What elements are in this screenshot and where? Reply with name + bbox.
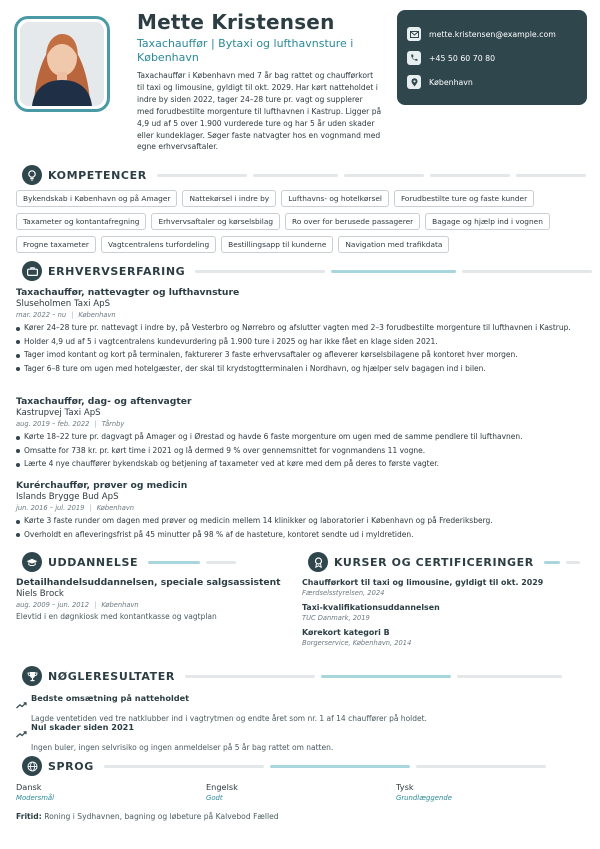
job-bullet: Kørte 3 faste runder om dagen med prøver og medicin mellem 14 klinikker og laboratorier i København og på Frederiksberg.: [16, 515, 590, 527]
language-level: Grundlæggende: [396, 794, 453, 802]
section-divider: [195, 270, 598, 273]
job-bullet: Omsatte for 738 kr. pr. kørt time i 2021 og lå dermed 9 % over gennemsnittet for vognmandens 11 vogne.: [16, 445, 590, 457]
job-dates: mar. 2022 – nu: [16, 311, 67, 319]
language-level: Modersmål: [16, 794, 55, 802]
experience-entry: [16, 396, 590, 472]
experience-entry: [16, 287, 590, 376]
education-entry: [16, 577, 286, 622]
course-entry: [302, 627, 590, 649]
course-meta: Færdselsstyrelsen, 2024: [302, 589, 385, 597]
globe-icon: [22, 756, 42, 776]
skill-chip: Nattekørsel i indre by: [182, 190, 276, 207]
skill-chip: Lufthavns- og hotelkørsel: [281, 190, 389, 207]
section-title: ERHVERVSERFARING: [48, 264, 186, 278]
section-divider: [148, 561, 292, 564]
section-title: SPROG: [48, 759, 94, 773]
languages-list: [16, 782, 586, 804]
education-location: København: [101, 601, 139, 609]
interests-label: Fritid:: [16, 812, 42, 821]
education-degree: Detailhandelsuddannelsen, speciale salgsassistent: [16, 577, 281, 588]
job-bullet: Kørte 18–22 ture pr. dagvagt på Amager og i Ørestad og havde 6 faste morgenture om ugen med de samme pendlere til lufthavnen.: [16, 431, 590, 443]
job-location: København: [78, 311, 116, 319]
phone-icon: [407, 51, 421, 65]
job-meta: aug. 2019 – feb. 2022 | Tårnby: [16, 420, 125, 428]
job-title: Taxachauffør | Bytaxi og lufthavnsture i København: [137, 37, 354, 64]
section-title: KOMPETENCER: [48, 168, 147, 182]
achievement-description: Lagde ventetiden ved tre natklubber ind i vagtrytmen og endte året som nr. 1 af 14 chauffører på holdet.: [31, 714, 427, 723]
education-section-header: [22, 552, 292, 572]
interests: [16, 812, 279, 821]
course-meta: Borgerservice, København, 2014: [302, 639, 412, 647]
profile-summary: Taxachauffør i København med 7 år bag rattet og chaufførkort til taxi og limousine, gyldigt til okt. 2029. Har kørt natteholdet i indre by siden 2022, tager 24–28 ture pr. vagt og supplerer med forudbestilte morgenture til lufthavnen i Kastrup. Ligger på 4,9 ud af 5 over 1.900 vurderede ture og har 5 år uden skader eller kundeklager. Søger faste natvagter hos en vognmand med egne erhvervsaftaler.: [137, 71, 382, 152]
education-meta: aug. 2009 – jun. 2012 | København: [16, 601, 139, 609]
email-text: mette.kristensen@example.com: [429, 29, 556, 39]
job-company: Sluseholmen Taxi ApS: [16, 299, 111, 309]
languages-section-header: [22, 756, 587, 776]
courses-section-header: [308, 552, 590, 572]
skill-chip: Ro over for berusede passagerer: [285, 213, 420, 230]
briefcase-icon: [22, 261, 42, 281]
section-divider: [104, 765, 587, 768]
education-dates: aug. 2009 – jun. 2012: [16, 601, 90, 609]
section-title: UDDANNELSE: [48, 555, 139, 569]
job-bullet: Tager imod kontant og kort på terminalen, fakturerer 3 faste erhvervsaftaler og afleverer kørselsbilagene på kontoret hver morgen.: [16, 349, 590, 361]
job-dates: jun. 2016 – jul. 2019: [16, 504, 85, 512]
experience-entry: [16, 480, 590, 542]
lightbulb-icon: [22, 165, 42, 185]
achievement-title: Bedste omsætning på natteholdet: [31, 693, 190, 703]
location-pin-icon: [407, 75, 421, 89]
job-meta: jun. 2016 – jul. 2019 | København: [16, 504, 135, 512]
skills-list: [16, 190, 586, 253]
job-dates: aug. 2019 – feb. 2022: [16, 420, 90, 428]
job-bullet: Kører 24–28 ture pr. nattevagt i indre by, på Vesterbro og Nørrebro og afslutter vagten med 2–3 forudbestilte morgenture til lufthavnen i Kastrup.: [16, 322, 590, 334]
section-divider: [157, 174, 592, 177]
profile-photo-frame: [14, 16, 110, 112]
job-bullet: Lærte 4 nye chauffører bykendskab og betjening af taxameter ved at køre med dem på deres to første vagter.: [16, 458, 590, 470]
course-name: Taxi-kvalifikationsuddannelsen: [302, 603, 440, 612]
education-description: Elevtid i en døgnkiosk med kontantkasse og vagtplan: [16, 612, 217, 621]
profile-photo: [20, 22, 104, 106]
section-divider: [185, 675, 587, 678]
contact-phone[interactable]: [407, 46, 577, 70]
language-level: Godt: [206, 794, 223, 802]
skill-chip: Taxameter og kontantafregning: [16, 213, 146, 230]
trophy-icon: [22, 666, 42, 686]
certificate-icon: [308, 552, 328, 572]
language-entry: [206, 782, 396, 804]
skills-section-header: [22, 165, 587, 185]
language-name: Tysk: [396, 782, 414, 792]
job-bullets: [16, 431, 590, 470]
section-divider: [544, 561, 590, 564]
job-bullets: [16, 322, 590, 375]
job-location: København: [96, 504, 135, 512]
achievements-section-header: [22, 666, 587, 686]
skill-chip: Vagtcentralens turfordeling: [101, 236, 216, 253]
contact-card: [397, 10, 587, 105]
language-name: Engelsk: [206, 782, 238, 792]
job-bullets: [16, 515, 590, 541]
trend-up-icon: [16, 723, 28, 742]
experience-section-header: [22, 261, 587, 281]
achievement-title: Nul skader siden 2021: [31, 722, 135, 732]
skill-chip: Forudbestilte ture og faste kunder: [394, 190, 534, 207]
mail-icon: [407, 27, 421, 41]
skill-chip: Frogne taxameter: [16, 236, 96, 253]
language-entry: [396, 782, 586, 804]
candidate-name: Mette Kristensen: [137, 10, 335, 34]
language-name: Dansk: [16, 782, 42, 792]
job-location: Tårnby: [101, 420, 125, 428]
achievement-entry: [16, 721, 586, 753]
job-bullet: Holder 4,9 ud af 5 i vagtcentralens kundevurdering på 1.900 ture i 2025 og har ikke fået en klage siden 2021.: [16, 336, 590, 348]
achievement-entry: [16, 692, 586, 724]
section-title: KURSER OG CERTIFICERINGER: [334, 555, 534, 569]
job-position: Taxachauffør, dag- og aftenvagter: [16, 396, 192, 407]
contact-location: [407, 70, 577, 94]
section-title: NØGLERESULTATER: [48, 669, 175, 683]
job-position: Taxachauffør, nattevagter og lufthavnsture: [16, 287, 240, 298]
skill-chip: Navigation med trafikdata: [338, 236, 449, 253]
job-position: Kurérchauffør, prøver og medicin: [16, 480, 188, 491]
job-meta: mar. 2022 – nu | København: [16, 311, 116, 319]
course-meta: TUC Danmark, 2019: [302, 614, 370, 622]
contact-email[interactable]: [407, 22, 577, 46]
course-name: Chaufførkort til taxi og limousine, gyldigt til okt. 2029: [302, 578, 544, 587]
trend-up-icon: [16, 694, 28, 713]
achievement-description: Ingen buler, ingen selvrisiko og ingen anmeldelser på 5 år bag rattet om natten.: [31, 743, 334, 752]
skill-chip: Bestillingsapp til kunderne: [221, 236, 333, 253]
course-entry: [302, 577, 590, 599]
skill-chip: Erhvervsaftaler og kørselsbilag: [151, 213, 280, 230]
location-text: København: [429, 77, 473, 87]
language-entry: [16, 782, 206, 804]
course-name: Kørekort kategori B: [302, 628, 390, 637]
graduation-cap-icon: [22, 552, 42, 572]
courses-list: [302, 577, 590, 652]
interests-text: Roning i Sydhavnen, bagning og løbeture på Kalvebod Fælled: [44, 812, 279, 821]
course-entry: [302, 602, 590, 624]
skill-chip: Bagage og hjælp ind i vognen: [425, 213, 550, 230]
job-company: Kastrupvej Taxi ApS: [16, 408, 101, 418]
skill-chip: Bykendskab i København og på Amager: [16, 190, 177, 207]
job-bullet: Tager 6–8 ture om ugen med hotelgæster, der skal til krydstogtterminalen i Nordhavn, og hjælper selv bagagen ind i bilen.: [16, 363, 590, 375]
education-school: Niels Brock: [16, 589, 64, 599]
job-bullet: Overholdt en afleveringsfrist på 45 minutter på 98 % af de hasteture, kontoret sendte ud i myldretiden.: [16, 529, 590, 541]
job-company: Islands Brygge Bud ApS: [16, 492, 119, 502]
phone-text: +45 50 60 70 80: [429, 53, 496, 63]
